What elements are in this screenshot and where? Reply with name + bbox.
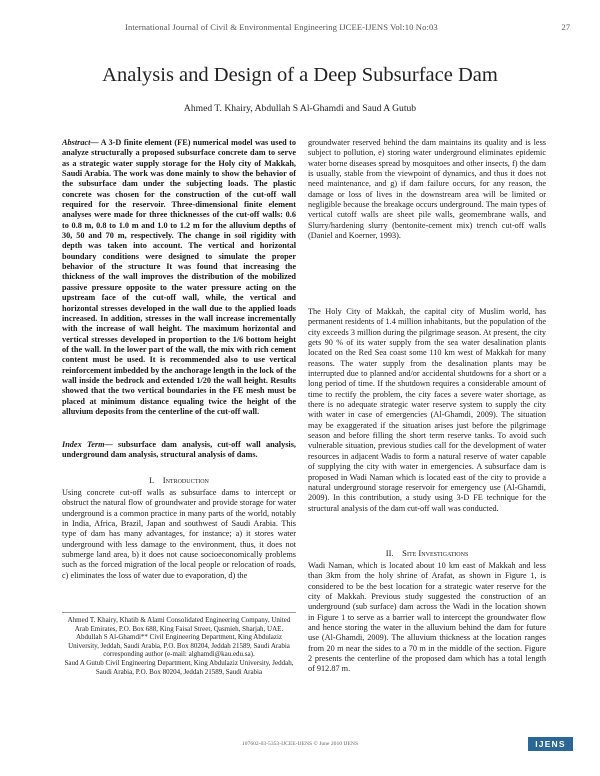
section-heading-site-investigations xyxy=(308,548,546,558)
footnote-3: Saud A Gutub Civil Engineering Department, King Abdulaziz University, Jeddah, Saudi Arabia, P.O. Box 80204, Jeddah 21589, Saudi Arabia xyxy=(64,658,294,676)
abstract xyxy=(62,138,296,417)
section-title: Site Investigations xyxy=(402,548,469,558)
author-list: Ahmed T. Khairy, Abdullah S Al-Ghamdi and Saud A Gutub xyxy=(183,103,417,114)
introduction-body xyxy=(62,488,296,581)
section-heading-introduction xyxy=(62,475,296,485)
running-header xyxy=(30,22,570,36)
index-terms-label: Index Term xyxy=(62,440,105,449)
journal-logo: IJENS xyxy=(528,737,573,751)
section-number: I. xyxy=(149,475,155,485)
abstract-label: Abstract xyxy=(62,138,91,147)
introduction-paragraph: Using concrete cut-off walls as subsurface dams to intercept or obstruct the natural flow of groundwater and provide storage for water underground is a common practice in many parts of the world, notably in India, Africa, Brazil, Japan and southwest of Saudi Arabia. This type of dam has many advantages, for instance; a) it stores water underground with less damage to the environment, thus, it does not submerge land area, b) it does not cause socioeconomically problems such as the forced migration of the local people or relocation of roads, c) eliminates the loss of water due to evaporation, d) the xyxy=(62,488,296,580)
paper-title: Analysis and Design of a Deep Subsurface Dam xyxy=(102,64,498,86)
paragraph-text: Wadi Naman, which is located about 10 km east of Makkah and less than 3km from the holy shrine of Arafat, as shown in Figure 1, is considered to be the best location for a strategic water reserve for the city of Makkah. Previous study suggested the construction of an underground (sub surface) dam across the Wadi in the location shown in Figure 1 to serve as a barrier wall to intercept the groundwater flow and hence storing the water in the alluvium behind the dam for future use (Al-Ghamdi, 2009). The alluvium thickness at the location ranges from 20 m near the sides to a 70 m in the middle of the section. Figure 2 presents the centerline of the proposed dam which has a total length of 912.87 m. xyxy=(308,561,546,674)
paragraph-text: groundwater reserved behind the dam maintains its quality and is less subject to pollution, e) storing water underground eliminates epidemic water borne diseases spread by mosquitoes and other insects, f) the dam is usually, stable from the viewpoint of dynamics, and thus it does not need maintenance, and g) if dam failure occurs, for any reason, the damage or loss of lives in the downstream area will be limited or negligible because the breakage occurs underground. The main types of vertical cutoff walls are sheet pile walls, geomembrane walls, and Slurry/hardening slurry (bentonite-cement mix) trench cut-off walls (Daniel and Koerner, 1993). xyxy=(308,138,546,241)
abstract-text: — A 3-D finite element (FE) numerical model was used to analyze structurally a proposed subsurface concrete dam to serve as a strategic water supply storage for the Holy city of Makkah, Saudi Arabia. The work was done mainly to show the behavior of the subsurface dam under the subjecting loads. The plastic concrete was chosen for the construction of the cut-off wall required for the reservoir. Three-dimensional finite element analyses were made for three thicknesses of the cut-off walls: 0.6 to 0.8 m, 0.8 to 1.0 m and 1.0 to 1.2 m for the alluvium depths of 30, 50 and 70 m, respectively. The change in soil rigidity with depth was taken into account. The vertical and horizontal boundary conditions were designed to simulate the proper behavior of the structure It was found that increasing the thickness of the wall improves the distribution of the mobilized passive pressure opposite to the water pressure acting on the upstream face of the cut-off wall, while, the vertical and horizontal stresses developed in the wall due to the applied loads increased. In addition, stresses in the wall increase incrementally with the increase of wall height. The maximum horizontal and vertical stresses developed in proportion to the 1/6 bottom height of the wall. In the lower part of the wall, the mix with rich cement content must be used. It is recommended also to use vertical reinforcement imbedded by the anchorage length in the lock of the wall inside the bedrock and extended 1/20 the wall height. Results showed that the two vertical boundaries in the FE mesh must be placed at minimum distance equaling twice the height of the alluvium deposits from the centerline of the cut-off wall. xyxy=(62,138,296,416)
section-title: Introduction xyxy=(162,475,209,485)
footnote-divider xyxy=(62,612,296,613)
paragraph-text: The Holy City of Makkah, the capital city of Muslim world, has permanent residents of 1.4 million inhabitants, but the population of the city exceeds 3 million during the pilgrimage season. At present, the city gets 90 % of its water supply from the sea water desalination plants located on the Red Sea coast some 110 km west of Makkah for many reasons. The water supply from the desalination plants may be interrupted due to planned and/or accidental shutdowns for a short or a long period of time. If the shutdown requires a considerable amount of time to rectify the problem, the city faces a severe water shortage, as there is no adequate strategic water reserve system to supply the city with water in case of emergencies (Al-Ghamdi, 2009). The situation may be exaggerated if the situation arises just before the pilgrimage season and before filling the short term reserve tanks. To avoid such vulnerable situation, previous studies call for the development of water resources in adjacent Wadis to form a natural reserve of water capable of supplying the city with water in emergencies. A subsurface dam is proposed in Wadi Naman which is located east of the city to provide a natural underground storage reservoir for emergency use (Al-Ghamdi, 2009). In this contribution, a study using 3-D FE technique for the structural analysis of the dam cut-off wall was conducted. xyxy=(308,307,546,513)
author-footnotes xyxy=(62,616,296,676)
right-column-paragraph-1 xyxy=(308,138,546,241)
page-footer-code: 107602-03-5353-IJCEE-IJENS © June 2010 IJENS xyxy=(241,741,359,747)
right-column-paragraph-2 xyxy=(308,307,546,514)
right-column-paragraph-3 xyxy=(308,561,546,675)
section-number: II. xyxy=(385,548,394,558)
index-terms xyxy=(62,440,296,461)
footnote-1: Ahmed T. Khairy, Khatib & Alami Consolidated Engineering Company, United Arab Emirates, P.O. Box 688, King Faisal Street, Qasmieh, Sharjah, UAE. xyxy=(67,616,291,633)
page-number: 27 xyxy=(561,22,570,32)
journal-name: International Journal of Civil & Environmental Engineering IJCEE-IJENS Vol:10 No:03 xyxy=(125,22,438,32)
footnote-2: Abdullah S Al-Ghamdi** Civil Engineering Department, King Abdulaziz University, Jeddah, Saudi Arabia, P.O. Box 80204, Jeddah 21589, Saudi Arabia corresponding author (e-mail: alghamdi@kau.edu.sa). xyxy=(68,633,290,659)
index-terms-text: — subsurface dam analysis, cut-off wall analysis, underground dam analysis, structural analysis of dams. xyxy=(62,440,296,460)
